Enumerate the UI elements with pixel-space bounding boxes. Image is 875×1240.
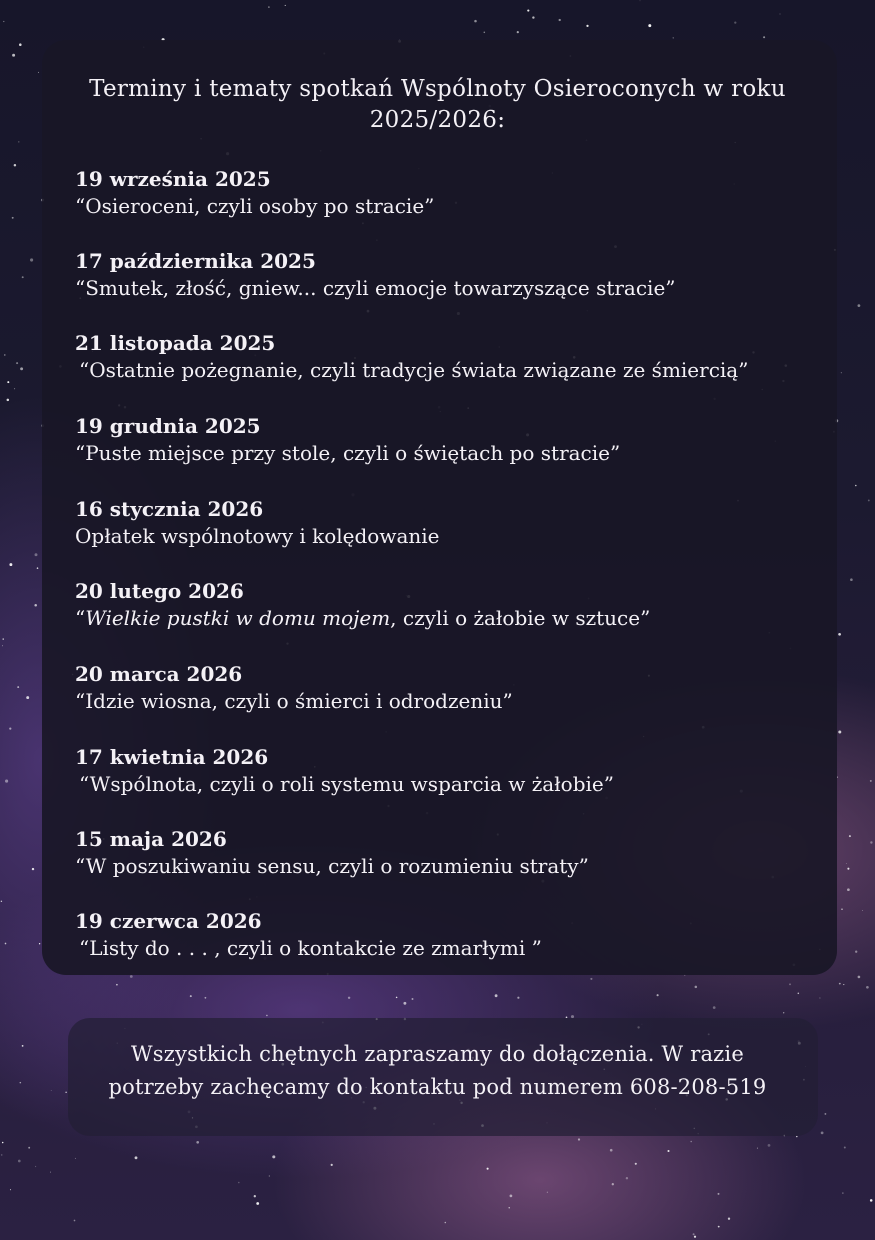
star xyxy=(65,1092,66,1093)
star xyxy=(22,276,24,278)
star xyxy=(718,1193,720,1195)
star xyxy=(547,1192,548,1193)
star xyxy=(590,978,592,980)
star xyxy=(51,1090,52,1091)
star xyxy=(517,997,519,999)
meeting-topic: “Puste miejsce przy stole, czyli o świętach po stracie” xyxy=(75,441,621,465)
star xyxy=(3,21,4,22)
meeting-topic: “Smutek, złość, gniew... czyli emocje towarzyszące stracie” xyxy=(75,276,676,300)
star xyxy=(690,1141,692,1143)
star xyxy=(12,54,15,57)
star xyxy=(135,1156,138,1159)
meeting-topic: “Ostatnie pożegnanie, czyli tradycje świata związane ze śmiercią” xyxy=(79,358,749,382)
star xyxy=(14,164,16,166)
star xyxy=(527,10,529,12)
star xyxy=(238,1182,240,1184)
star xyxy=(7,381,9,383)
star xyxy=(445,1222,447,1224)
star xyxy=(75,1158,76,1159)
star xyxy=(35,553,38,556)
star xyxy=(4,354,5,355)
star xyxy=(612,1183,614,1185)
star xyxy=(862,910,863,911)
star xyxy=(694,1236,696,1238)
meeting-date: 17 października 2025 xyxy=(75,249,316,273)
star xyxy=(50,1172,51,1173)
star xyxy=(841,909,842,910)
contact-note-line-1: Wszystkich chętnych zapraszamy do dołączenia. W razie xyxy=(131,1042,744,1066)
star xyxy=(657,994,659,996)
star xyxy=(1,1154,3,1156)
star xyxy=(640,0,641,1)
meeting-item xyxy=(75,166,795,220)
star xyxy=(838,633,841,636)
star xyxy=(348,997,350,999)
meeting-item xyxy=(75,413,795,467)
star xyxy=(2,1142,4,1144)
star xyxy=(868,499,870,501)
contact-note xyxy=(80,1038,795,1104)
star xyxy=(9,728,11,730)
star xyxy=(728,1218,730,1220)
star xyxy=(648,24,651,27)
star xyxy=(763,36,765,38)
meeting-topic: “Osieroceni, czyli osoby po stracie” xyxy=(75,194,435,218)
star xyxy=(22,1045,24,1047)
meeting-item xyxy=(75,908,795,962)
star xyxy=(28,1147,30,1149)
star xyxy=(16,362,18,364)
star xyxy=(510,1195,513,1198)
meeting-item xyxy=(75,661,795,715)
meeting-topic-rest: , czyli o żałobie w sztuce” xyxy=(390,606,651,630)
star xyxy=(850,578,853,581)
star xyxy=(847,868,849,870)
meeting-topic-quote-open: “ xyxy=(75,606,86,630)
meeting-item xyxy=(75,744,795,798)
star xyxy=(474,20,477,23)
star xyxy=(18,1160,21,1163)
star xyxy=(26,696,29,699)
star xyxy=(858,304,861,307)
meeting-date: 20 marca 2026 xyxy=(75,662,243,686)
star xyxy=(819,997,820,998)
star xyxy=(20,367,23,370)
star xyxy=(667,1150,669,1152)
star xyxy=(266,1015,267,1016)
contact-note-line-2: potrzeby zachęcamy do kontaktu pod numerem 608-208-519 xyxy=(108,1075,767,1099)
star xyxy=(824,1113,826,1115)
star xyxy=(789,983,791,985)
star xyxy=(718,1226,720,1228)
star xyxy=(30,258,33,261)
star xyxy=(5,943,7,945)
star xyxy=(396,997,398,999)
star xyxy=(412,998,414,1000)
star xyxy=(205,997,207,999)
star xyxy=(734,21,736,23)
meeting-date: 19 czerwca 2026 xyxy=(75,909,262,933)
meeting-topic: “W poszukiwaniu sensu, czyli o rozumieniu straty” xyxy=(75,854,589,878)
meeting-date: 19 września 2025 xyxy=(75,167,271,191)
star xyxy=(20,1082,22,1084)
star xyxy=(116,984,118,986)
star xyxy=(74,1220,76,1222)
meeting-topic: Opłatek wspólnotowy i kolędowanie xyxy=(75,524,440,548)
star xyxy=(487,1168,489,1170)
star xyxy=(495,994,498,997)
star xyxy=(256,1202,259,1205)
star xyxy=(559,19,561,21)
meeting-topic: “Wspólnota, czyli o roli systemu wsparcia w żałobie” xyxy=(79,772,614,796)
star xyxy=(9,563,12,566)
star xyxy=(757,1148,758,1149)
star xyxy=(34,604,37,607)
star xyxy=(517,31,519,33)
meeting-item xyxy=(75,826,795,880)
star xyxy=(3,638,4,639)
meeting-item xyxy=(75,578,795,632)
star xyxy=(635,1163,637,1165)
star xyxy=(509,1207,510,1208)
page-title xyxy=(80,74,795,136)
meeting-topic: “Idzie wiosna, czyli o śmierci i odrodzeniu” xyxy=(75,689,513,713)
star xyxy=(837,777,838,778)
star xyxy=(532,16,534,18)
star xyxy=(855,485,857,487)
meeting-item xyxy=(75,330,795,384)
star xyxy=(269,1175,270,1176)
star xyxy=(39,943,40,944)
meeting-topic: “Listy do . . . , czyli o kontakcie ze zmarłymi ” xyxy=(79,936,542,960)
star xyxy=(846,863,847,864)
star xyxy=(849,835,851,837)
meeting-topic xyxy=(75,605,795,632)
star xyxy=(610,1149,613,1152)
meeting-date: 19 grudnia 2025 xyxy=(75,414,261,438)
meeting-date: 16 stycznia 2026 xyxy=(75,497,264,521)
star xyxy=(484,32,486,34)
star xyxy=(847,888,850,891)
star xyxy=(190,995,192,997)
star xyxy=(870,780,872,782)
star xyxy=(695,986,698,989)
star xyxy=(842,1193,843,1194)
meeting-item xyxy=(75,496,795,550)
star xyxy=(768,1144,771,1147)
meeting-date: 15 maja 2026 xyxy=(75,827,227,851)
star xyxy=(821,1132,824,1135)
star xyxy=(855,951,857,953)
star xyxy=(38,72,39,73)
star xyxy=(673,37,674,38)
title-line-2: 2025/2026: xyxy=(369,107,506,133)
star xyxy=(403,1002,406,1005)
meeting-date: 20 lutego 2026 xyxy=(75,579,244,603)
star xyxy=(866,986,869,989)
star xyxy=(586,25,588,27)
star xyxy=(12,217,14,219)
star xyxy=(841,372,842,373)
star xyxy=(19,43,22,46)
star xyxy=(130,975,133,978)
star xyxy=(32,868,34,870)
star xyxy=(843,984,844,985)
star xyxy=(578,1138,580,1140)
star xyxy=(17,686,19,688)
star xyxy=(626,1177,628,1179)
star xyxy=(5,780,8,783)
star xyxy=(870,841,872,843)
star xyxy=(693,1233,695,1235)
star xyxy=(713,1006,716,1009)
star xyxy=(35,1166,36,1167)
star xyxy=(7,399,10,402)
star xyxy=(254,1195,256,1197)
star xyxy=(196,1141,199,1144)
star xyxy=(2,645,3,646)
star xyxy=(796,1136,797,1137)
star xyxy=(18,141,19,142)
meeting-date: 21 listopada 2025 xyxy=(75,331,276,355)
meeting-topic-italic: Wielkie pustki w domu mojem xyxy=(85,606,391,630)
star xyxy=(798,993,800,995)
star xyxy=(268,6,269,7)
star xyxy=(838,731,841,734)
star xyxy=(783,1012,784,1013)
star xyxy=(780,14,781,15)
star xyxy=(858,976,861,979)
star xyxy=(37,567,39,569)
meeting-item xyxy=(75,248,795,302)
star xyxy=(14,388,15,389)
star xyxy=(1,901,2,902)
star xyxy=(844,1147,846,1149)
meeting-date: 17 kwietnia 2026 xyxy=(75,745,269,769)
star xyxy=(839,983,841,985)
star xyxy=(870,1199,873,1202)
star xyxy=(10,1189,11,1190)
star xyxy=(272,1155,275,1158)
star xyxy=(285,5,286,6)
title-line-1: Terminy i tematy spotkań Wspólnoty Osieroconych w roku xyxy=(89,76,786,102)
star xyxy=(331,1164,333,1166)
